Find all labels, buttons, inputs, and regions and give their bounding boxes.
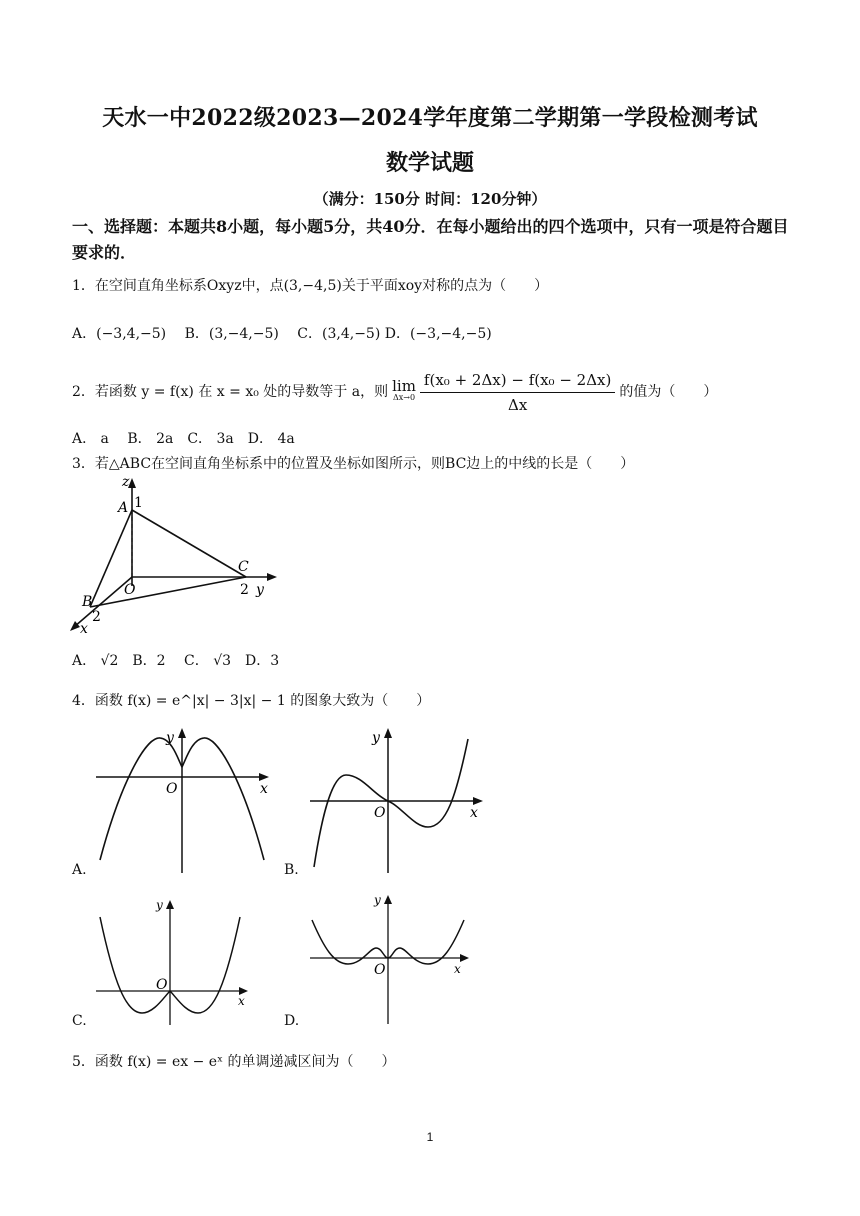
graph-option-a (90, 725, 275, 875)
graph-b-x: x (470, 805, 478, 821)
fraction-numerator: f(x₀ + 2Δx) − f(x₀ − 2Δx) (420, 370, 615, 393)
graph-c-o: O (156, 977, 168, 993)
section-heading: 一、选择题：本题共8小题，每小题5分，共40分．在每小题给出的四个选项中，只有一项是符合题目要求的． (72, 217, 789, 262)
question-2 (72, 368, 717, 416)
graph-a-y: y (166, 730, 174, 746)
label-y: y (256, 582, 264, 598)
question-4: 4．函数 f(x) = e^|x| − 3|x| − 1 的图象大致为（ ） (72, 693, 431, 709)
label-O: O (124, 582, 136, 598)
label-C: C (238, 559, 249, 575)
graph-d-y: y (374, 893, 381, 907)
graph-a-x: x (260, 781, 268, 797)
label-2-x: 2 (92, 609, 101, 625)
limit-symbol (392, 377, 416, 404)
exam-subtitle: 数学试题 (385, 150, 474, 176)
graph-d-label: D. (284, 1013, 300, 1029)
label-2-y: 2 (240, 582, 249, 598)
label-x: x (80, 621, 88, 637)
graph-b-label: B. (284, 862, 299, 878)
graph-c-y: y (156, 898, 163, 912)
graph-b-y: y (372, 730, 380, 746)
graph-a-label: A. (72, 862, 87, 878)
graph-option-c (90, 893, 255, 1028)
question-3: 3．若△ABC在空间直角坐标系中的位置及坐标如图所示，则BC边上的中线的长是（ ） (72, 456, 635, 472)
question-3-options: A． √2 B．2 C． √3 D．3 (72, 653, 280, 669)
question-2-suffix: 的值为（ ） (619, 384, 718, 400)
graph-c-label: C. (72, 1013, 87, 1029)
label-B: B (82, 594, 93, 610)
question-1: 1．在空间直角坐标系Oxyz中，点(3,−4,5)关于平面xoy对称的点为（ ） (72, 278, 549, 294)
exam-title: 天水一中2022级2023—2024学年度第二学期第一学段检测考试 (102, 105, 758, 131)
graph-c-x: x (238, 994, 245, 1008)
limit-subscript: Δx→0 (392, 393, 416, 402)
question-2-prefix: 2．若函数 y = f(x) 在 x = x₀ 处的导数等于 a，则 (72, 384, 389, 400)
label-1: 1 (134, 495, 143, 511)
graph-a-o: O (166, 781, 178, 797)
triangle-coordinate-figure (66, 474, 286, 639)
page-number: 1 (426, 1130, 434, 1144)
question-1-options: A．(−3,4,−5) B．(3,−4,−5) C．(3,4,−5) D．(−3,−4,−5) (72, 326, 492, 342)
graph-option-d (304, 890, 479, 1030)
graph-d-o: O (374, 962, 386, 978)
graph-d-x: x (454, 962, 461, 976)
label-A: A (118, 500, 129, 516)
exam-info: （满分：150分 时间：120分钟） (313, 190, 547, 208)
fraction (420, 370, 615, 415)
label-z: z (122, 474, 130, 490)
graph-b-o: O (374, 805, 386, 821)
graph-option-b (304, 725, 489, 875)
question-5: 5．函数 f(x) = ex − eˣ 的单调递减区间为（ ） (72, 1054, 396, 1070)
limit-word: lim (392, 377, 416, 395)
question-2-options: A． a B． 2a C． 3a D． 4a (72, 431, 295, 447)
fraction-denominator: Δx (508, 395, 528, 414)
